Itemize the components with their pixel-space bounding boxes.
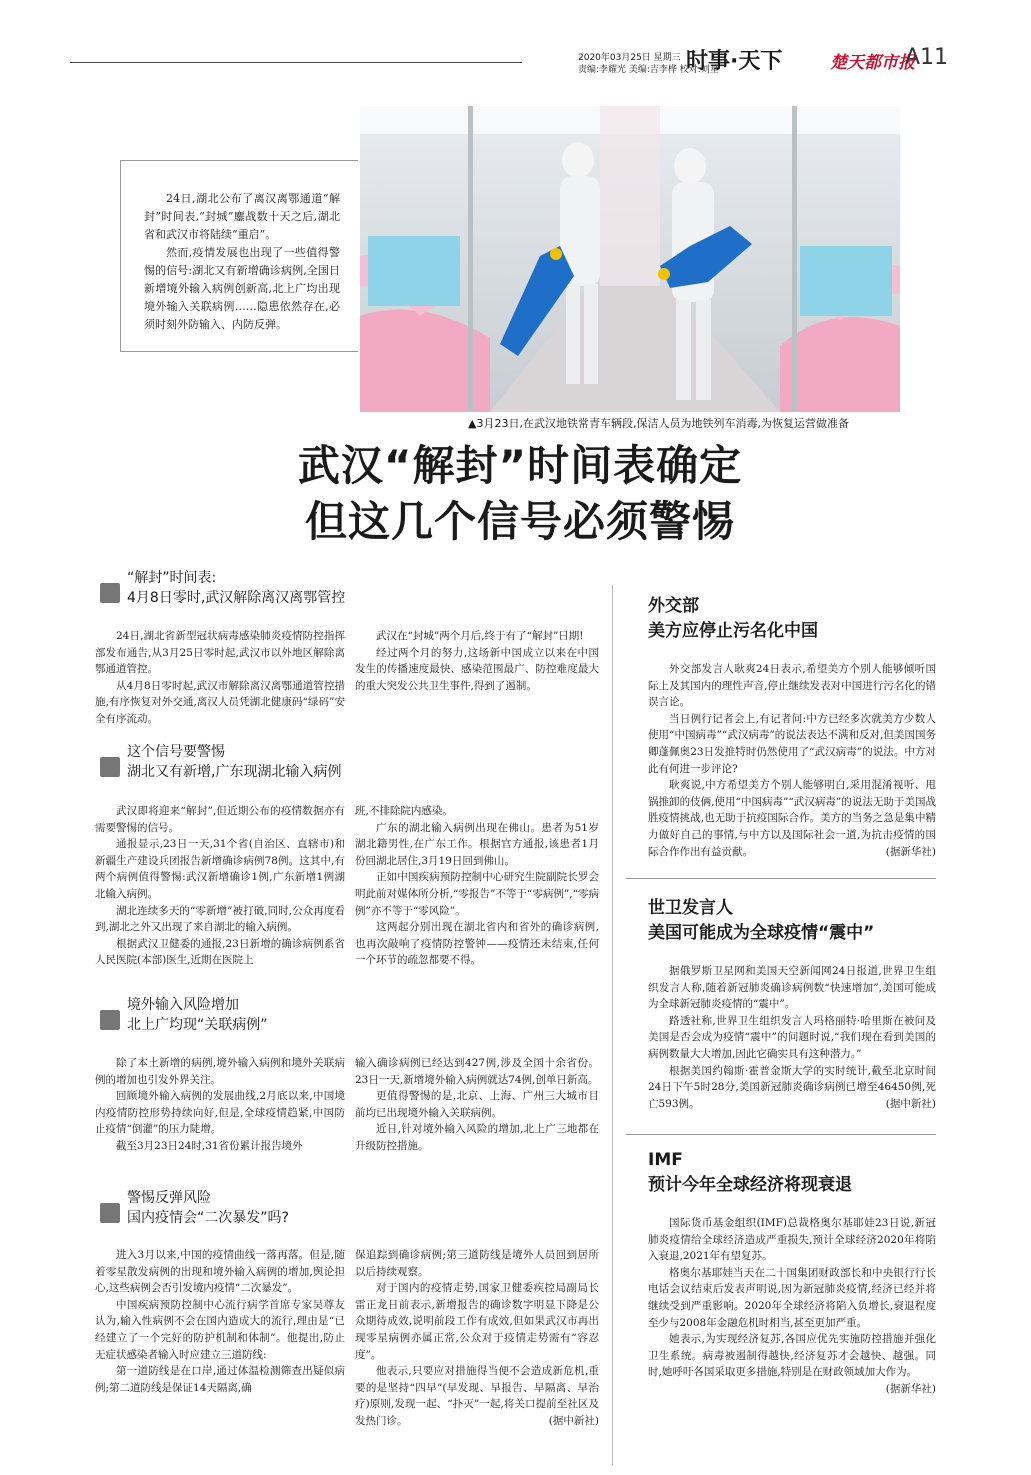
subhead-line: 北上广均现“关联病例” (127, 1017, 268, 1033)
section-3-left (95, 1055, 345, 1155)
side-title: 美国可能成为全球疫情“震中” (648, 923, 875, 943)
side-story-3 (648, 1215, 936, 1398)
body-paragraph: 经过两个月的努力,这场新中国成立以来在中国发生的传播速度最快、感染范围最广、防控难度最大的重大突发公共卫生事件,得到了遏制。 (355, 646, 599, 692)
body-paragraph: 外交部发言人耿爽24日表示,希望美方个别人能够倾听国际上及其国内的理性声音,停止继续发表对中国进行污名化的错误言论。 (648, 663, 936, 709)
intro-paragraph: 然而,疫情发展也出现了一些值得警惕的信号:湖北又有新增确诊病例,全国日新增境外输入病例创新高,北上广均出现境外输入关联病例……隐患依然存在,必须时刻外防输入、内防反弹。 (144, 246, 340, 331)
body-paragraph: 24日,湖北省新型冠状病毒感染肺炎疫情防控指挥部发布通告,从3月25日零时起,武汉市以外地区解除离鄂通道管控。 (95, 630, 345, 676)
side-title-label: IMF (648, 1150, 683, 1170)
subhead-marker (100, 1010, 120, 1030)
body-paragraph: 这两起分别出现在湖北省内和省外的确诊病例,也再次敲响了疫情防控警钟——疫情还未结束,任何一个环节的疏忽都要不得。 (355, 921, 599, 967)
metro-photo (360, 106, 900, 412)
body-paragraph: 中国疾病预防控制中心流行病学首席专家吴尊友认为,输入性病例不会在国内造成大的流行,理由是“已经建立了一个完好的防护机制和体制”。他提出,防止无症状感染者输入时应建立三道防线: (95, 1298, 345, 1361)
issue-date: 2020年03月25日 星期三 (578, 53, 681, 63)
source-credit: (据新华社) (885, 845, 936, 858)
body-paragraph (648, 777, 936, 860)
side-title: 预计今年全球经济将现衰退 (648, 1175, 852, 1195)
body-paragraph: 正如中国疾病预防控制中心研究生院副院长罗会明此前对媒体所分析,“零报告”不等于“零病例”,“零病例”亦不等于“零风险”。 (355, 871, 599, 917)
subhead-line: 国内疫情会“二次暴发”吗? (127, 1210, 289, 1226)
section-1-left (95, 628, 345, 728)
section-4-right (355, 1247, 599, 1430)
subhead-line: 这个信号要警惕 (127, 744, 225, 760)
body-paragraph: 从4月8日零时起,武汉市解除离汉离鄂通道管控措施,有序恢复对外交通,离汉人员凭湖北健康码“绿码”安全有序流动。 (95, 679, 345, 725)
body-paragraph: 格奥尔基耶娃当天在二十国集团财政部长和中央银行行长电话会议结束后发表声明说,因为新冠肺炎疫情,经济已经并将继续受到严重影响。2020年全球经济将陷入负增长,衰退程度至少与2008年金融危机时相当,甚至更加严重。 (648, 1266, 936, 1329)
body-paragraph (355, 1363, 599, 1429)
body-paragraph: 国际货币基金组织(IMF)总裁格奥尔基耶娃23日说,新冠肺炎疫情给全球经济造成严重损失,预计全球经济2020年将陷入衰退,2021年有望复苏。 (648, 1217, 936, 1263)
side-separator (626, 878, 936, 879)
body-paragraph: 进入3月以来,中国的疫情曲线一落再落。但是,随着零星散发病例的出现和境外输入病例的增加,舆论担心,这些病例会否引发境内疫情“二次暴发”。 (95, 1249, 345, 1295)
body-paragraph: 根据武汉卫健委的通报,23日新增的确诊病例系省人民医院(本部)医生,近期在医院上 (95, 937, 345, 967)
subhead-line: 4月8日零时,武汉解除离汉离鄂管控 (127, 590, 346, 606)
source-credit: (据新华社) (885, 1382, 936, 1395)
section-2-right (355, 803, 599, 969)
metro-photo-illustration (360, 106, 900, 412)
side-title-label: 外交部 (648, 596, 699, 616)
section-3-right (355, 1055, 599, 1155)
body-text: 耿爽说,中方希望美方个别人能够明白,采用混淆视听、甩锅推卸的伎俩,使用“中国病毒”“武汉病毒”的说法无助于美国战胜疫情挑战,也无助于抗疫国际合作。美方的当务之急是集中精力做好自己的事情,与中方以及国际社会一道,为抗击疫情的国际合作作出有益贡献。 (648, 779, 936, 858)
section-4-left (95, 1247, 345, 1396)
body-paragraph: 当日例行记者会上,有记者问:中方已经多次就美方少数人使用“中国病毒”“武汉病毒”的说法表达不满和反对,但美国国务卿蓬佩奥23日发推特时仍然使用了“武汉病毒”的说法。中方对此有何进一步评论? (648, 712, 936, 775)
side-story-1 (648, 661, 936, 860)
page-number: A11 (905, 45, 949, 70)
masthead-rule (70, 62, 522, 63)
subhead-marker (100, 757, 120, 777)
headline (200, 438, 840, 550)
headline-line: 武汉“解封”时间表确定 (297, 441, 743, 490)
body-text: 他表示,只要应对措施得当便不会造成新危机,重要的是坚持“四早”(早发现、早报告、早隔离、早治疗)原则,发现一起、“扑灭”一起,将关口提前至社区及发热门诊。 (355, 1365, 599, 1427)
body-paragraph: 近日,针对境外输入风险的增加,北上广三地都在升级防控措施。 (355, 1123, 599, 1152)
subhead-marker (100, 1203, 120, 1223)
section-title: 时事·天下 (686, 49, 783, 74)
body-paragraph: 班,不排除院内感染。 (355, 805, 453, 817)
body-paragraph: 除了本土新增的病例,境外输入病例和境外关联病例的增加也引发外界关注。 (95, 1057, 345, 1086)
side-separator (626, 1134, 936, 1135)
subhead-marker (100, 583, 120, 603)
subhead-line: 湖北又有新增,广东现湖北输入病例 (127, 764, 342, 780)
photo-caption: ▲3月23日,在武汉地铁常青车辆段,保洁人员为地铁列车消毒,为恢复运营做准备 (468, 417, 849, 430)
side-title-label: 世卫发言人 (648, 898, 733, 918)
subhead-line: “解封”时间表: (127, 570, 217, 586)
body-paragraph: 输入确诊病例已经达到427例,涉及全国十余省份。23日一天,新增境外输入病例就达74例,创单日新高。 (355, 1057, 599, 1086)
body-text: 根据美国约翰斯·霍普金斯大学的实时统计,截至北京时间24日下午5时28分,美国新冠肺炎确诊病例已增至46450例,死亡593例。 (648, 1064, 936, 1110)
body-text: 她表示,为实现经济复苏,各国应优先实施防控措施并强化卫生系统。病毒被遏制得越快,经济复苏才会越快、越强。同时,她呼吁各国采取更多措施,特别是在财政领域加大作为。 (648, 1333, 936, 1379)
intro-paragraph: 24日,湖北公布了离汉离鄂通道“解封”时间表,“封城”鏖战数十天之后,湖北省和武汉市将陆续“重启”。 (144, 192, 340, 241)
subhead-line: 警惕反弹风险 (127, 1190, 211, 1206)
body-paragraph: 武汉在“封城”两个月后,终于有了“解封”日期! (376, 630, 584, 642)
body-paragraph: 保追踪到确诊病例;第三道防线是境外人员回到居所以后持续观察。 (355, 1249, 599, 1278)
body-paragraph: 对于国内的疫情走势,国家卫健委疾控局副局长雷正龙日前表示,新增报告的确诊数字明显下降是公众期待成效,说明前段工作有成效,但如果武汉市再出现零星病例亦属正常,公众对于疫情走势需有“容忍度”。 (355, 1282, 599, 1361)
body-paragraph: 更值得警惕的是,北京、上海、广州三大城市目前均已出现境外输入关联病例。 (355, 1090, 599, 1119)
editor-credits: 责编:李耀光 美编:吉李桦 校对:刘星 (578, 65, 719, 75)
body-paragraph: 路透社称,世界卫生组织发言人玛格丽特·哈里斯在被问及美国是否会成为疫情“震中”的问题时说,“我们现在看到美国的病例数量大大增加,因此它确实具有这种潜力。” (648, 1014, 936, 1060)
body-paragraph (648, 1063, 936, 1113)
body-paragraph: 湖北连续多天的“零新增”被打破,同时,公众再度看到,湖北之外又出现了来自湖北的输入病例。 (95, 904, 345, 934)
body-paragraph: 广东的湖北输入病例出现在佛山。患者为51岁湖北籍男性,在广东工作。根据官方通报,该患者1月份回湖北居住,3月19日回到佛山。 (355, 821, 599, 867)
source-credit: (据中新社) (548, 1414, 599, 1427)
intro-text (144, 190, 340, 334)
body-paragraph: 第一道防线是在口岸,通过体温检测筛查出疑似病例;第二道防线是保证14天隔离,确 (95, 1365, 345, 1394)
body-paragraph (648, 1331, 936, 1395)
section-2-left (95, 803, 345, 969)
body-paragraph: 据俄罗斯卫星网和美国天空新闻网24日报道,世界卫生组织发言人称,随着新冠肺炎确诊病例数“快速增加”,美国可能成为全球新冠肺炎疫情的“震中”。 (648, 965, 936, 1011)
body-paragraph: 通报显示,23日一天,31个省(自治区、直辖市)和新疆生产建设兵团报告新增确诊病例78例。这其中,有两个病例值得警惕:武汉新增确诊1例,广东新增1例湖北输入病例。 (95, 838, 345, 900)
newspaper-logo: 楚天都市报 (830, 53, 915, 73)
headline-line: 但这几个信号必须警惕 (304, 497, 735, 546)
body-paragraph: 截至3月23日24时,31省份累计报告境外 (116, 1139, 303, 1152)
column-divider (612, 585, 613, 1465)
subhead-line: 境外输入风险增加 (127, 997, 239, 1013)
side-title: 美方应停止污名化中国 (648, 621, 818, 641)
body-paragraph: 回顾境外输入病例的发展曲线,2月底以来,中国境内疫情防控形势持续向好,但是,全球疫情趋紧,中国防止疫情“倒灌”的压力陡增。 (95, 1090, 345, 1136)
body-paragraph: 武汉即将迎来“解封”,但近期公布的疫情数据亦有需要警惕的信号。 (95, 805, 345, 834)
source-credit: (据中新社) (885, 1097, 936, 1110)
side-story-2 (648, 963, 936, 1112)
section-1-right (355, 628, 599, 694)
